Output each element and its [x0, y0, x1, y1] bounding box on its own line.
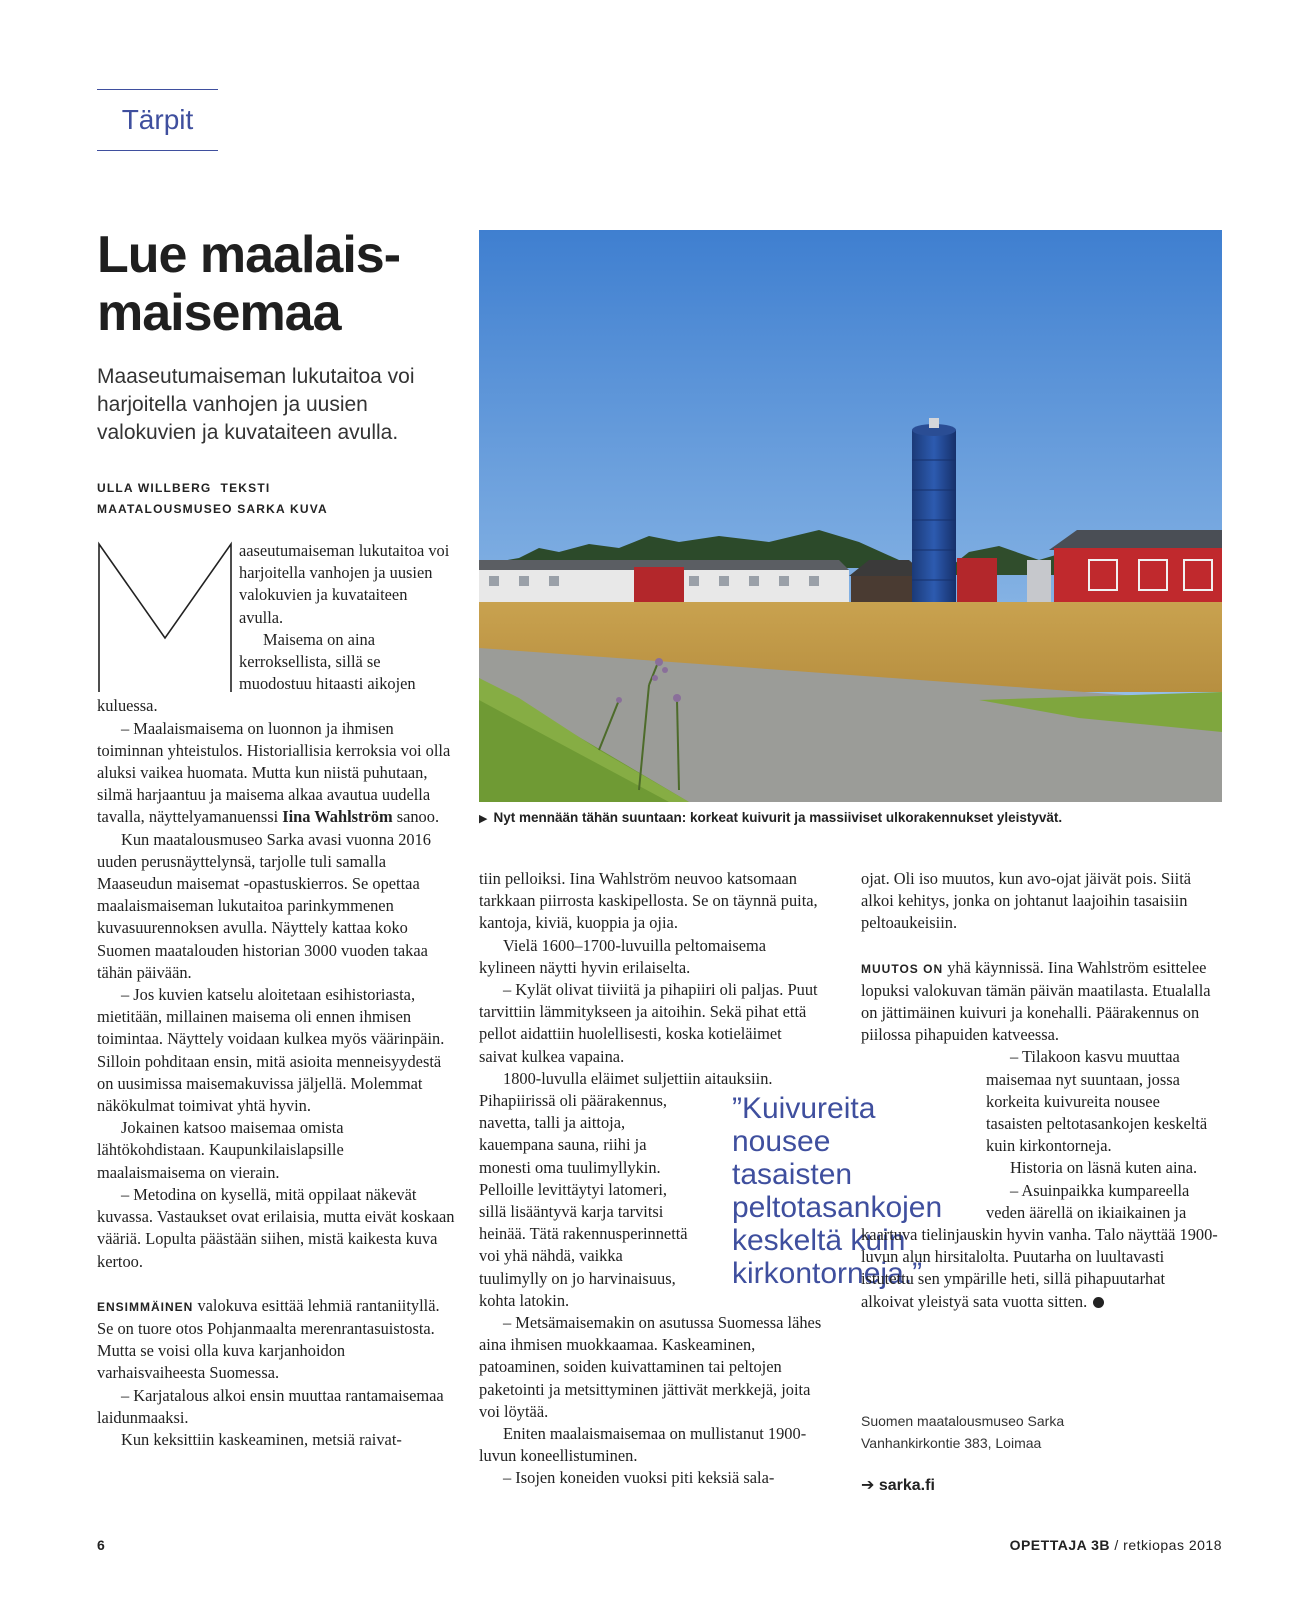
col2-paragraph-8: – Isojen koneiden vuoksi piti keksiä sala-	[503, 1468, 775, 1488]
col1-paragraph-3	[97, 718, 455, 829]
col1-paragraph-4: Kun maatalousmuseo Sarka avasi vuonna 2016 uuden perusnäyttelynsä, tarjolle tuli samalla Maaseudun maisemat -opastuskierros. Se opettaa maalaismaiseman lukutaitoa parinkymmenen kuvasuurennoksen avulla. Näyttely kattaa koko Suomen maatalouden historian 3000 vuoden takaa tähän päivään.	[97, 829, 431, 982]
museum-name: Suomen maatalousmuseo Sarka	[861, 1413, 1065, 1429]
article-title	[97, 226, 437, 342]
col1-paragraph-5: – Jos kuvien katselu aloitetaan esihistoriasta, mietitään, millainen maisema oli ennen ihmisen toimintaa. Näyttely voidaan kulkea myös väärinpäin. Silloin pohditaan ensin, mitä asioita menneisyydestä on uusimissa maisemakuvissa jäljellä. Molemmat näkökulmat toimivat yhtä hyvin.	[97, 985, 445, 1116]
col3-paragraph-1: ojat. Oli iso muutos, kun avo-ojat jäivät pois. Siitä alkoi kehitys, jonka on johtanut laajoihin tasaisiin peltoaukeisiin.	[861, 869, 1192, 933]
col1-paragraph-10: Kun keksittiin kaskeaminen, metsiä raivat-	[121, 1429, 402, 1449]
section-label: Tärpit	[121, 104, 194, 135]
byline-author: ULLA WILLBERG TEKSTI	[97, 481, 271, 495]
magazine-footer	[1010, 1537, 1222, 1553]
col1-paragraph-6: Jokainen katsoo maisemaa omista lähtökohdistaan. Kaupunkilaislapsille maalaismaisema on vierain.	[97, 1118, 344, 1182]
col1-paragraph-1: aaseutumaiseman lukutaitoa voi harjoitella vanhojen ja uusien valokuvien ja kuvataiteen avulla.	[239, 541, 450, 627]
farm-photo	[479, 230, 1222, 802]
photo-caption-text: Nyt mennään tähän suuntaan: korkeat kuivurit ja massiiviset ulkorakennukset yleistyvät.	[493, 810, 1063, 825]
col2-paragraph-1: tiin pelloiksi. Iina Wahlström neuvoo katsomaan tarkkaan piirrosta kaskipellosta. Se on täynnä puita, kantoja, kiviä, kuoppia ja ojia.	[479, 869, 818, 933]
col2-paragraph-7: Eniten maalaismaisemaa on mullistanut 1900-luvun koneellistuminen.	[479, 1424, 807, 1466]
website-link[interactable]: ➔ sarka.fi	[861, 1477, 935, 1494]
col3-paragraph-2	[861, 957, 1219, 1047]
col2-paragraph-4: 1800-luvulla eläimet suljettiin aitauksiin.	[503, 1068, 773, 1088]
text-column-3	[861, 868, 1219, 1313]
col2-paragraph-2: Vielä 1600–1700-luvuilla peltomaisema kylineen näytti hyvin erilaiselta.	[479, 935, 767, 977]
col3-paragraph-3: – Tilakoon kasvu muuttaa maisemaa nyt suuntaan, jossa korkeita kuivureita nousee tasaisten peltotasankojen keskeltä kuin kirkontorneja.	[986, 1047, 1208, 1156]
quote-spacer	[861, 1068, 986, 1218]
col1-paragraph-8	[97, 1295, 455, 1385]
magazine-name: OPETTAJA 3B	[1009, 1537, 1110, 1553]
quote-text: – Maalaismaisema on luonnon ja ihmisen toiminnan yhteistulos. Historiallisia kerroksia voi olla aluksi vaikea huomata. Mutta kun niistä puhutaan, silmä harjaantuu ja maisema alkaa avautua uudella tavalla, näyttelyamanuenssi	[97, 718, 451, 827]
title-line-2: maisemaa	[97, 284, 341, 342]
museum-contact	[861, 1410, 1161, 1454]
col3-paragraph-2-text: yhä käynnissä. Iina Wahlström esittelee lopuksi valokuvan tämän päivän maatilasta. Etualalla on jättimäinen kuivuri ja konehalli. Päärakennus on piilossa pihapuiden katveessa.	[861, 957, 1211, 1045]
col2-paragraph-3: – Kylät olivat tiiviitä ja pihapiiri oli paljas. Puut tarvittiin lämmitykseen ja aitoihin. Sekä pihat että pellot aidattiin huolellisesti, koska kotieläimet saivat kulkea vapaina.	[479, 980, 818, 1066]
title-line-1: Lue maalais-	[97, 226, 401, 284]
byline-photo: MAATALOUSMUSEO SARKA KUVA	[97, 502, 328, 516]
museum-address: Vanhankirkontie 383, Loimaa	[861, 1435, 1042, 1451]
pull-quote: ”Kuivureita nousee tasaisten peltotasankojen keskeltä kuin kirkontorneja.”	[732, 1092, 943, 1290]
col1-paragraph-2: Maisema on aina kerroksellista, sillä se muodostuu hitaasti aikojen kuluessa.	[97, 629, 416, 716]
col3-paragraph-4: Historia on läsnä kuten aina.	[1010, 1158, 1198, 1178]
section-rule-top	[97, 89, 218, 90]
photo-caption	[479, 810, 1239, 825]
kicker-first: ENSIMMÄINEN	[97, 1299, 194, 1314]
person-name: Iina Wahlström	[282, 807, 393, 827]
play-triangle-icon: ▶	[479, 813, 488, 825]
end-mark-icon	[1093, 1297, 1104, 1308]
quote-tail: sanoo.	[392, 807, 440, 827]
dropcap-letter-m	[97, 540, 233, 692]
col3-paragraph-5-text: – Asuinpaikka kumpareella veden äärellä on ikiaikainen ja kaartuva tielinjauskin hyvin vanha. Talo näyttää 1900-luvun alun hirsitalolta. Puutarha on luultavasti istutettu sen ympärille heti, sillä pihapuutarhat alkoivat yleistyä sata vuotta sitten.	[861, 1180, 1218, 1311]
issue-name: / retkiopas 2018	[1109, 1537, 1222, 1553]
col1-paragraph-7: – Metodina on kysellä, mitä oppilaat näkevät kuvassa. Vastaukset ovat erilaisia, mutta eivät koskaan vääriä. Lopulta päästään siihen, mistä kaikesta kuva kertoo.	[97, 1184, 455, 1271]
article-lead: Maaseutumaiseman lukutaitoa voi harjoitella vanhojen ja uusien valokuvien ja kuvataiteen avulla.	[97, 365, 415, 444]
col1-paragraph-8-text: valokuva esittää lehmiä rantaniityllä. Se on tuore otos Pohjanmaalta merenrantasuistosta. Mutta se voisi olla kuva karjanhoidon varhaisvaiheesta Suomessa.	[97, 1295, 440, 1383]
col2-paragraph-5: Pihapiirissä oli päärakennus, navetta, talli ja aittoja, kauempana sauna, riihi ja monesti oma tuulimyllykin. Pelloille levittäytyi latomeri, sillä lisääntyvä karja tarvitsi heinää. Tätä rakennusperinnettä voi yhä nähdä, vaikka tuulimylly on jo harvinaisuus, kohta latokin.	[479, 1091, 688, 1310]
col2-paragraph-6: – Metsämaisemakin on asutussa Suomessa lähes aina ihmisen muokkaamaa. Kaskeaminen, patoaminen, soiden kuivattaminen tai peltojen paketointi ja metsittyminen jättivät merkkejä, joita voi löytää.	[479, 1313, 822, 1421]
page-number: 6	[97, 1537, 105, 1553]
text-column-1	[97, 540, 455, 1451]
kicker-change: MUUTOS ON	[861, 961, 944, 976]
section-rule-bottom	[97, 150, 218, 151]
farm-landscape-image	[479, 230, 1222, 802]
byline	[97, 478, 442, 520]
col1-paragraph-9: – Karjatalous alkoi ensin muuttaa rantamaisemaa laidunmaaksi.	[97, 1385, 444, 1427]
